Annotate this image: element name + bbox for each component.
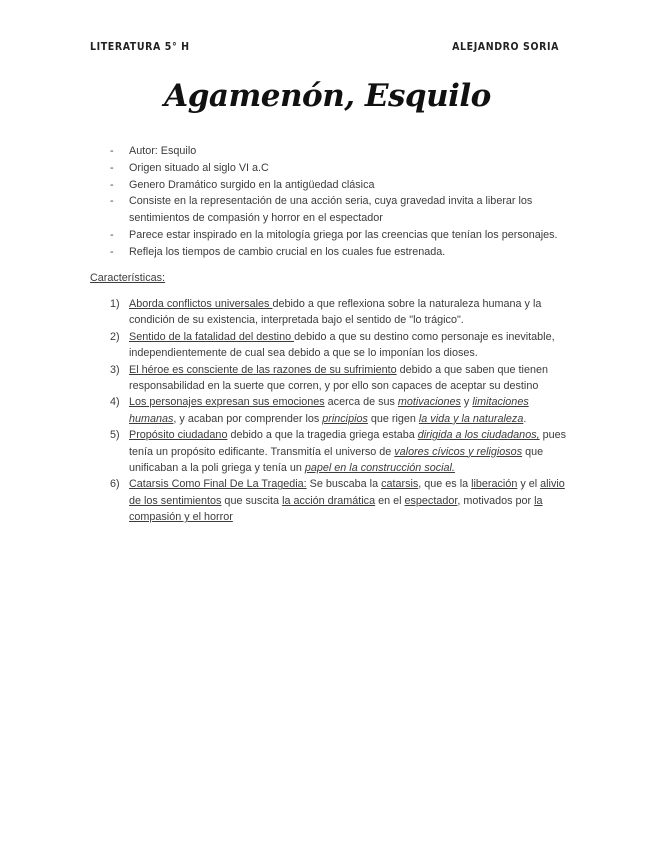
body-text: que unificaban a la poli griega y tenía un	[129, 445, 544, 475]
characteristic-item	[110, 296, 570, 329]
bullet-item: - Parece estar inspirado en la mitología griega por las creencias que tenían los personajes.	[110, 227, 570, 244]
emphasized-text: principios	[322, 412, 368, 425]
emphasized-text: la compasión y el horror	[129, 494, 543, 524]
emphasized-text: valores cívicos y religiosos	[394, 445, 523, 458]
body-text: y	[460, 396, 473, 409]
page-title: Agamenón, Esquilo	[164, 78, 491, 114]
characteristic-item	[110, 394, 570, 427]
summary-bullet-list	[110, 143, 570, 261]
body-text: , y acaban por comprender los	[173, 412, 323, 425]
characteristic-item	[110, 329, 570, 362]
emphasized-text: Los personajes expresan sus emociones	[129, 396, 325, 409]
body-text: acerca de sus	[324, 396, 398, 409]
emphasized-text: la vida y la naturaleza	[418, 412, 524, 425]
emphasized-text: El héroe es consciente de las razones de su sufrimiento	[129, 363, 397, 376]
characteristics-list	[110, 296, 570, 526]
emphasized-text: Catarsis Como Final De La Tragedia:	[129, 478, 307, 491]
body-text: Se buscaba la	[306, 478, 382, 491]
bullet-item: - Consiste en la representación de una acción seria, cuya gravedad invita a liberar los sentimientos de compasión y horror en el espectador	[110, 193, 570, 227]
characteristic-item	[110, 362, 570, 395]
emphasized-text: alivio de los sentimientos	[129, 478, 565, 507]
emphasized-text: motivaciones	[397, 396, 461, 409]
bullet-item: - Refleja los tiempos de cambio crucial en los cuales fue estrenada.	[110, 244, 570, 261]
body-text: pues tenía un propósito edificante. Transmitía el universo de	[129, 429, 567, 458]
body-text: .	[523, 412, 527, 425]
body-text: que suscita	[221, 494, 283, 507]
item-number: 6)	[110, 478, 120, 491]
header-author-name: ALEJANDRO SORIA	[452, 41, 559, 53]
item-number: 2)	[110, 330, 120, 343]
body-text: debido a que la tragedia griega estaba	[227, 429, 418, 442]
header-subject: LITERATURA 5° H	[90, 41, 190, 53]
body-text: , que es la	[418, 478, 472, 491]
bullet-item: - Origen situado al siglo VI a.C	[110, 160, 570, 177]
characteristics-heading: Características:	[90, 272, 165, 284]
emphasized-text: limitaciones humanas	[129, 396, 529, 425]
body-text: que rigen	[367, 412, 419, 425]
item-number: 1)	[110, 298, 120, 310]
body-text: debido a que reflexiona sobre la naturaleza humana y la condición de su existencia, interpretada bajo el sentido de "lo trágico".	[129, 298, 542, 327]
emphasized-text: dirigida a los ciudadanos,	[417, 429, 540, 442]
body-text: y el	[517, 478, 541, 491]
emphasized-text: espectador	[404, 494, 458, 507]
bullet-item: - Autor: Esquilo	[110, 143, 570, 160]
emphasized-text: la acción dramática	[282, 494, 376, 507]
body-text: , motivados por	[457, 494, 535, 507]
item-number: 5)	[110, 429, 120, 442]
emphasized-text: Propósito ciudadano	[129, 429, 228, 442]
item-number: 3)	[110, 363, 120, 376]
item-number: 4)	[110, 396, 120, 409]
emphasized-text: catarsis	[381, 478, 419, 491]
characteristic-item	[110, 476, 570, 525]
emphasized-text: liberación	[471, 478, 518, 491]
body-text: debido a que su destino como personaje es inevitable, independientemente de cual sea debido a que se lo imponían los dioses.	[129, 330, 555, 360]
body-text: en el	[375, 494, 405, 507]
emphasized-text: Sentido de la fatalidad del destino	[129, 330, 295, 343]
emphasized-text: papel en la construcción social.	[304, 462, 455, 475]
bullet-item: - Genero Dramático surgido en la antigüedad clásica	[110, 177, 570, 194]
emphasized-text: Aborda conflictos universales	[129, 298, 273, 310]
body-text: debido a que saben que tienen responsabilidad en la suerte que corren, y por ello son capaces de aceptar su destino	[129, 363, 548, 393]
characteristic-item	[110, 427, 570, 476]
